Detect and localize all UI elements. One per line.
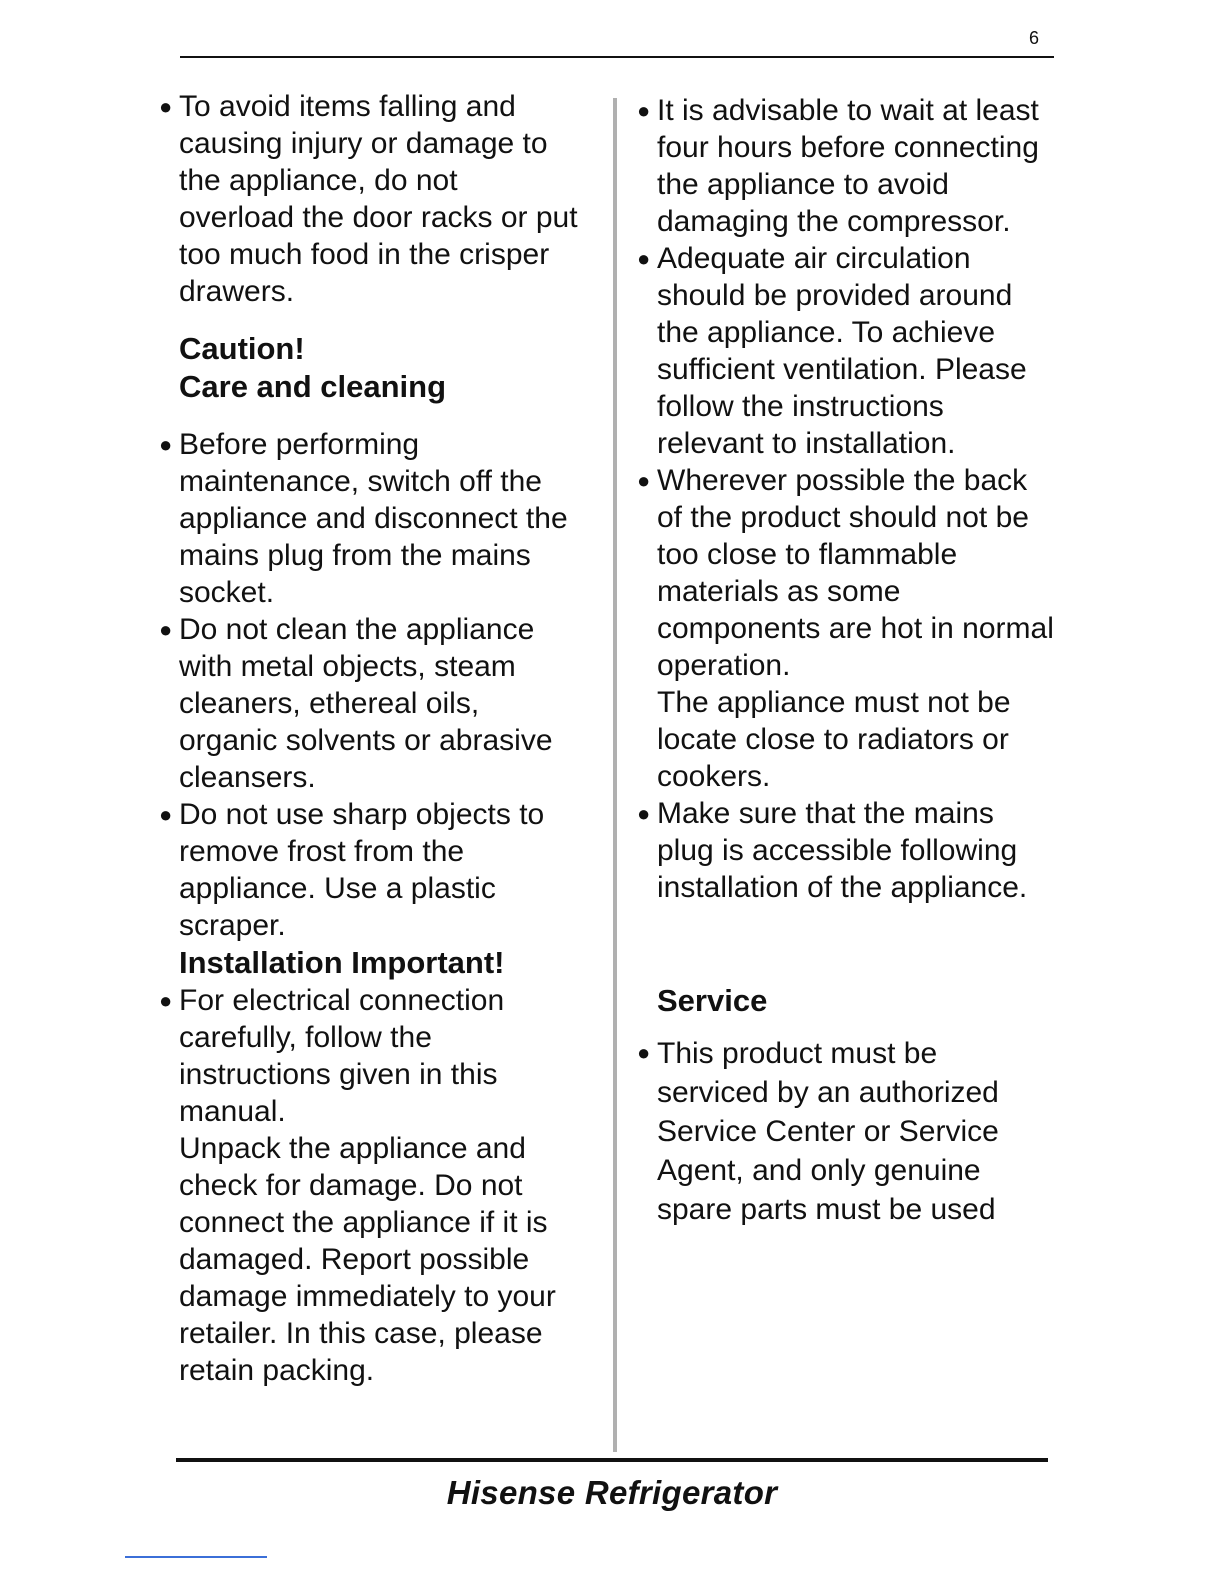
- bullet-text: Make sure that the mains plug is accessible following installation of the appliance.: [657, 797, 1028, 904]
- service-heading: Service: [657, 983, 768, 1018]
- bullet-text: For electrical connection carefully, follow the instructions given in this manual.: [179, 984, 505, 1128]
- list-item: [637, 795, 1057, 906]
- list-item: [159, 611, 579, 796]
- bullet-icon: ●: [159, 432, 173, 457]
- bullet-icon: ●: [637, 468, 651, 493]
- care-cleaning-heading: Care and cleaning: [179, 369, 447, 404]
- bullet-icon: ●: [159, 94, 173, 119]
- left-column: [159, 88, 579, 1389]
- list-item: [637, 1034, 1057, 1229]
- bullet-icon: ●: [159, 802, 173, 827]
- bullet-icon: ●: [159, 617, 173, 642]
- list-item: [637, 462, 1057, 684]
- list-item: [637, 240, 1057, 462]
- bullet-icon: ●: [159, 988, 173, 1013]
- bullet-text: Before performing maintenance, switch off the appliance and disconnect the mains plug from the mains socket.: [179, 428, 568, 609]
- list-item: [637, 92, 1057, 240]
- bullet-text: It is advisable to wait at least four hours before connecting the appliance to avoid damaging the compressor.: [657, 94, 1039, 238]
- bullet-icon: ●: [637, 98, 651, 123]
- bullet-icon: ●: [637, 1040, 651, 1065]
- bullet-text: To avoid items falling and causing injury or damage to the appliance, do not overload the door racks or put too much food in the crisper drawers.: [179, 90, 578, 308]
- caution-heading: Caution!: [179, 331, 305, 366]
- page-number: 6: [1029, 28, 1040, 48]
- column-divider: [613, 98, 617, 1452]
- right-column: [637, 92, 1057, 1229]
- bullet-icon: ●: [637, 801, 651, 826]
- list-item: [159, 982, 579, 1130]
- footer-brand: Hisense Refrigerator: [446, 1474, 778, 1511]
- bullet-text: Wherever possible the back of the product should not be too close to flammable materials as some components are hot in normal operation.: [657, 464, 1054, 682]
- list-item: [159, 88, 579, 310]
- bullet-text: Do not clean the appliance with metal objects, steam cleaners, ethereal oils, organic solvents or abrasive cleansers.: [179, 613, 553, 794]
- radiators-paragraph: The appliance must not be locate close to radiators or cookers.: [657, 686, 1011, 793]
- bullet-icon: ●: [637, 246, 651, 271]
- bullet-text: This product must be serviced by an authorized Service Center or Service Agent, and only genuine spare parts must be used: [657, 1037, 999, 1226]
- bottom-divider: [176, 1458, 1048, 1462]
- list-item: [159, 796, 579, 944]
- bullet-text: Adequate air circulation should be provided around the appliance. To achieve sufficient ventilation. Please follow the instructions relevant to installation.: [657, 242, 1027, 460]
- list-item: [159, 426, 579, 611]
- unpack-paragraph: Unpack the appliance and check for damage. Do not connect the appliance if it is damaged. Report possible damage immediately to your retailer. In this case, please retain packing.: [179, 1132, 556, 1387]
- bullet-text: Do not use sharp objects to remove frost from the appliance. Use a plastic scraper.: [179, 798, 545, 942]
- installation-heading: Installation Important!: [179, 945, 505, 980]
- link-underline: [125, 1556, 267, 1558]
- top-divider: [180, 56, 1054, 58]
